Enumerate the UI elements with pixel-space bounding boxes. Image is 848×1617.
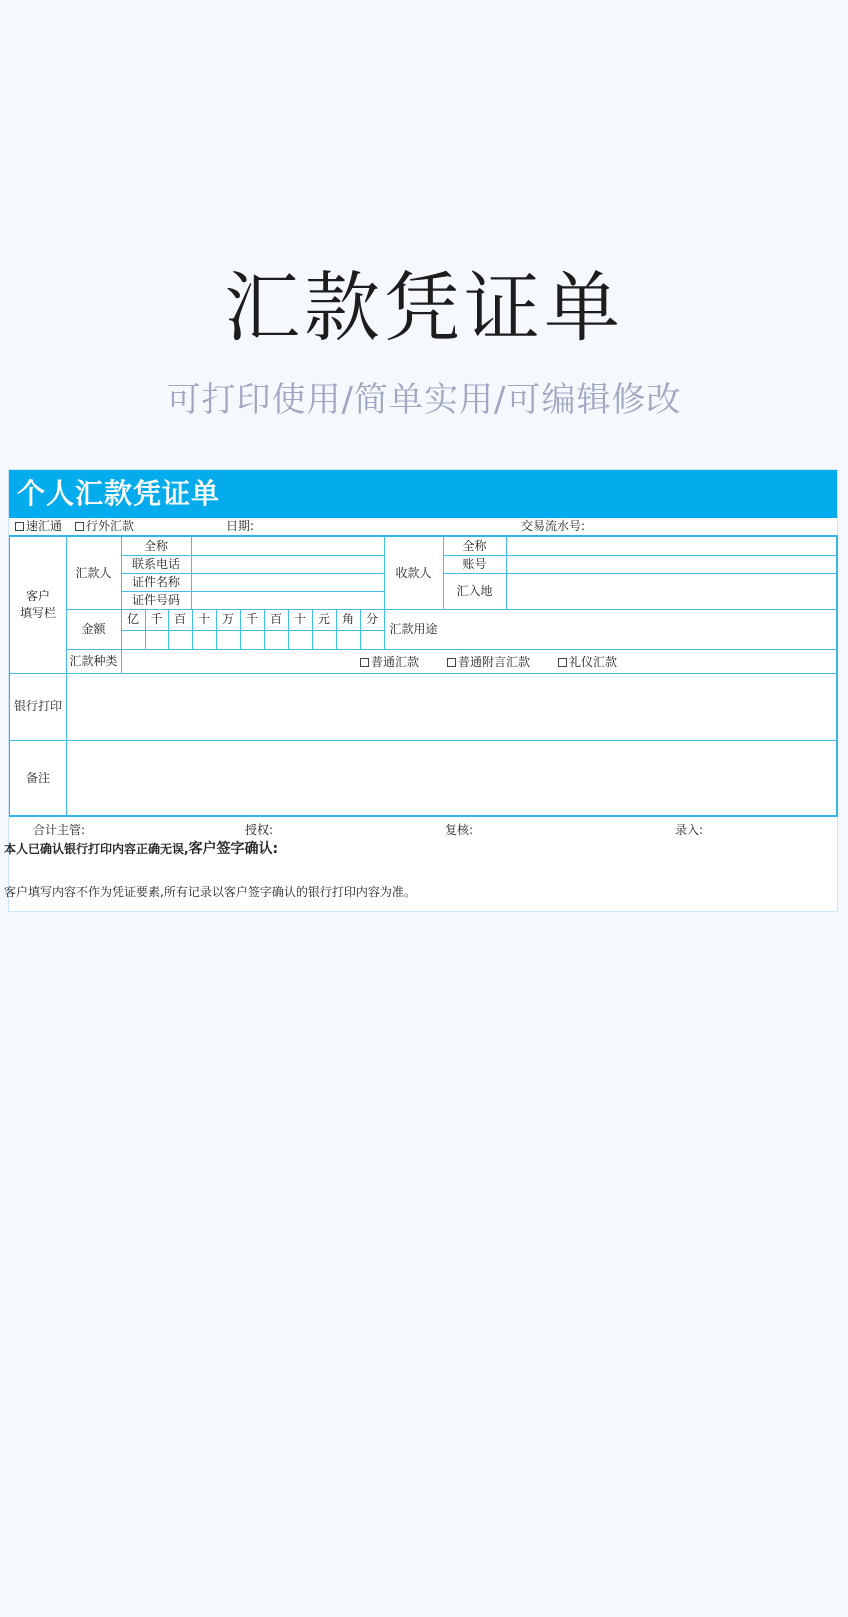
purpose-label: 汇款用途	[389, 621, 438, 636]
digit-bai: 百	[173, 612, 186, 626]
remit-type-label: 汇款种类	[69, 653, 118, 668]
remit-type-ordinary-label: 普通汇款	[371, 654, 420, 669]
review-label: 复核:	[445, 823, 474, 837]
confirm-prefix: 本人已确认银行打印内容正确无误,	[4, 842, 189, 856]
payee-account-label: 账号	[462, 556, 487, 571]
remit-type-message[interactable]	[447, 653, 544, 670]
option-express-label: 速汇通	[26, 519, 63, 533]
digit-shi-2: 十	[293, 612, 306, 626]
authorize-label: 授权:	[245, 823, 274, 837]
option-express[interactable]	[15, 518, 62, 535]
payee-label: 收款人	[395, 565, 432, 580]
form-grid	[9, 535, 838, 817]
remitter-id-type-label: 证件名称	[131, 574, 180, 589]
serial-label: 交易流水号:	[521, 519, 586, 533]
checkbox-icon[interactable]	[360, 658, 369, 667]
checkbox-icon[interactable]	[558, 658, 567, 667]
remit-type-ordinary[interactable]	[360, 653, 433, 670]
confirm-signature-label: 客户签字确认:	[188, 841, 279, 857]
date-label: 日期:	[226, 519, 255, 533]
hero-title: 汇款凭证单	[224, 263, 624, 352]
form-banner: 个人汇款凭证单	[9, 470, 837, 518]
option-interbank-label: 行外汇款	[86, 519, 135, 533]
checkbox-icon[interactable]	[75, 522, 84, 531]
customer-section-label: 客户 填写栏	[19, 589, 56, 620]
amount-label: 金额	[81, 621, 106, 636]
digit-bai-2: 百	[269, 612, 282, 626]
digit-yi: 亿	[126, 612, 139, 626]
digit-qian-2: 千	[245, 612, 258, 626]
digit-fen: 分	[365, 612, 378, 626]
digit-shi: 十	[197, 612, 210, 626]
checkbox-icon[interactable]	[15, 522, 24, 531]
remitter-fullname-label: 全称	[143, 538, 168, 553]
entry-label: 录入:	[675, 823, 704, 837]
remit-type-options	[360, 649, 645, 673]
digit-jiao: 角	[341, 612, 354, 626]
option-interbank[interactable]	[75, 518, 134, 535]
bank-print-label: 银行打印	[13, 699, 62, 713]
remitter-id-number-label: 证件号码	[131, 592, 180, 607]
digit-yuan: 元	[317, 612, 330, 626]
form-footnote: 客户填写内容不作为凭证要素,所有记录以客户签字确认的银行打印内容为准。	[4, 885, 416, 899]
payee-destination-label: 汇入地	[456, 583, 493, 598]
hero-subtitle: 可打印使用/简单实用/可编辑修改	[166, 380, 682, 420]
remit-type-gift[interactable]	[558, 653, 631, 670]
remit-type-gift-label: 礼仪汇款	[569, 654, 618, 669]
digit-wan: 万	[221, 612, 234, 626]
customer-confirm	[4, 838, 278, 858]
remitter-label: 汇款人	[75, 565, 112, 580]
supervisor-label: 合计主管:	[33, 823, 86, 837]
remitter-phone-label: 联系电话	[131, 556, 180, 571]
payee-fullname-label: 全称	[462, 538, 487, 553]
remarks-label: 备注	[25, 771, 50, 785]
form-options-row	[9, 518, 837, 535]
digit-qian: 千	[150, 612, 163, 626]
checkbox-icon[interactable]	[447, 658, 456, 667]
remit-type-message-label: 普通附言汇款	[458, 654, 531, 669]
signoff-row	[9, 817, 837, 839]
